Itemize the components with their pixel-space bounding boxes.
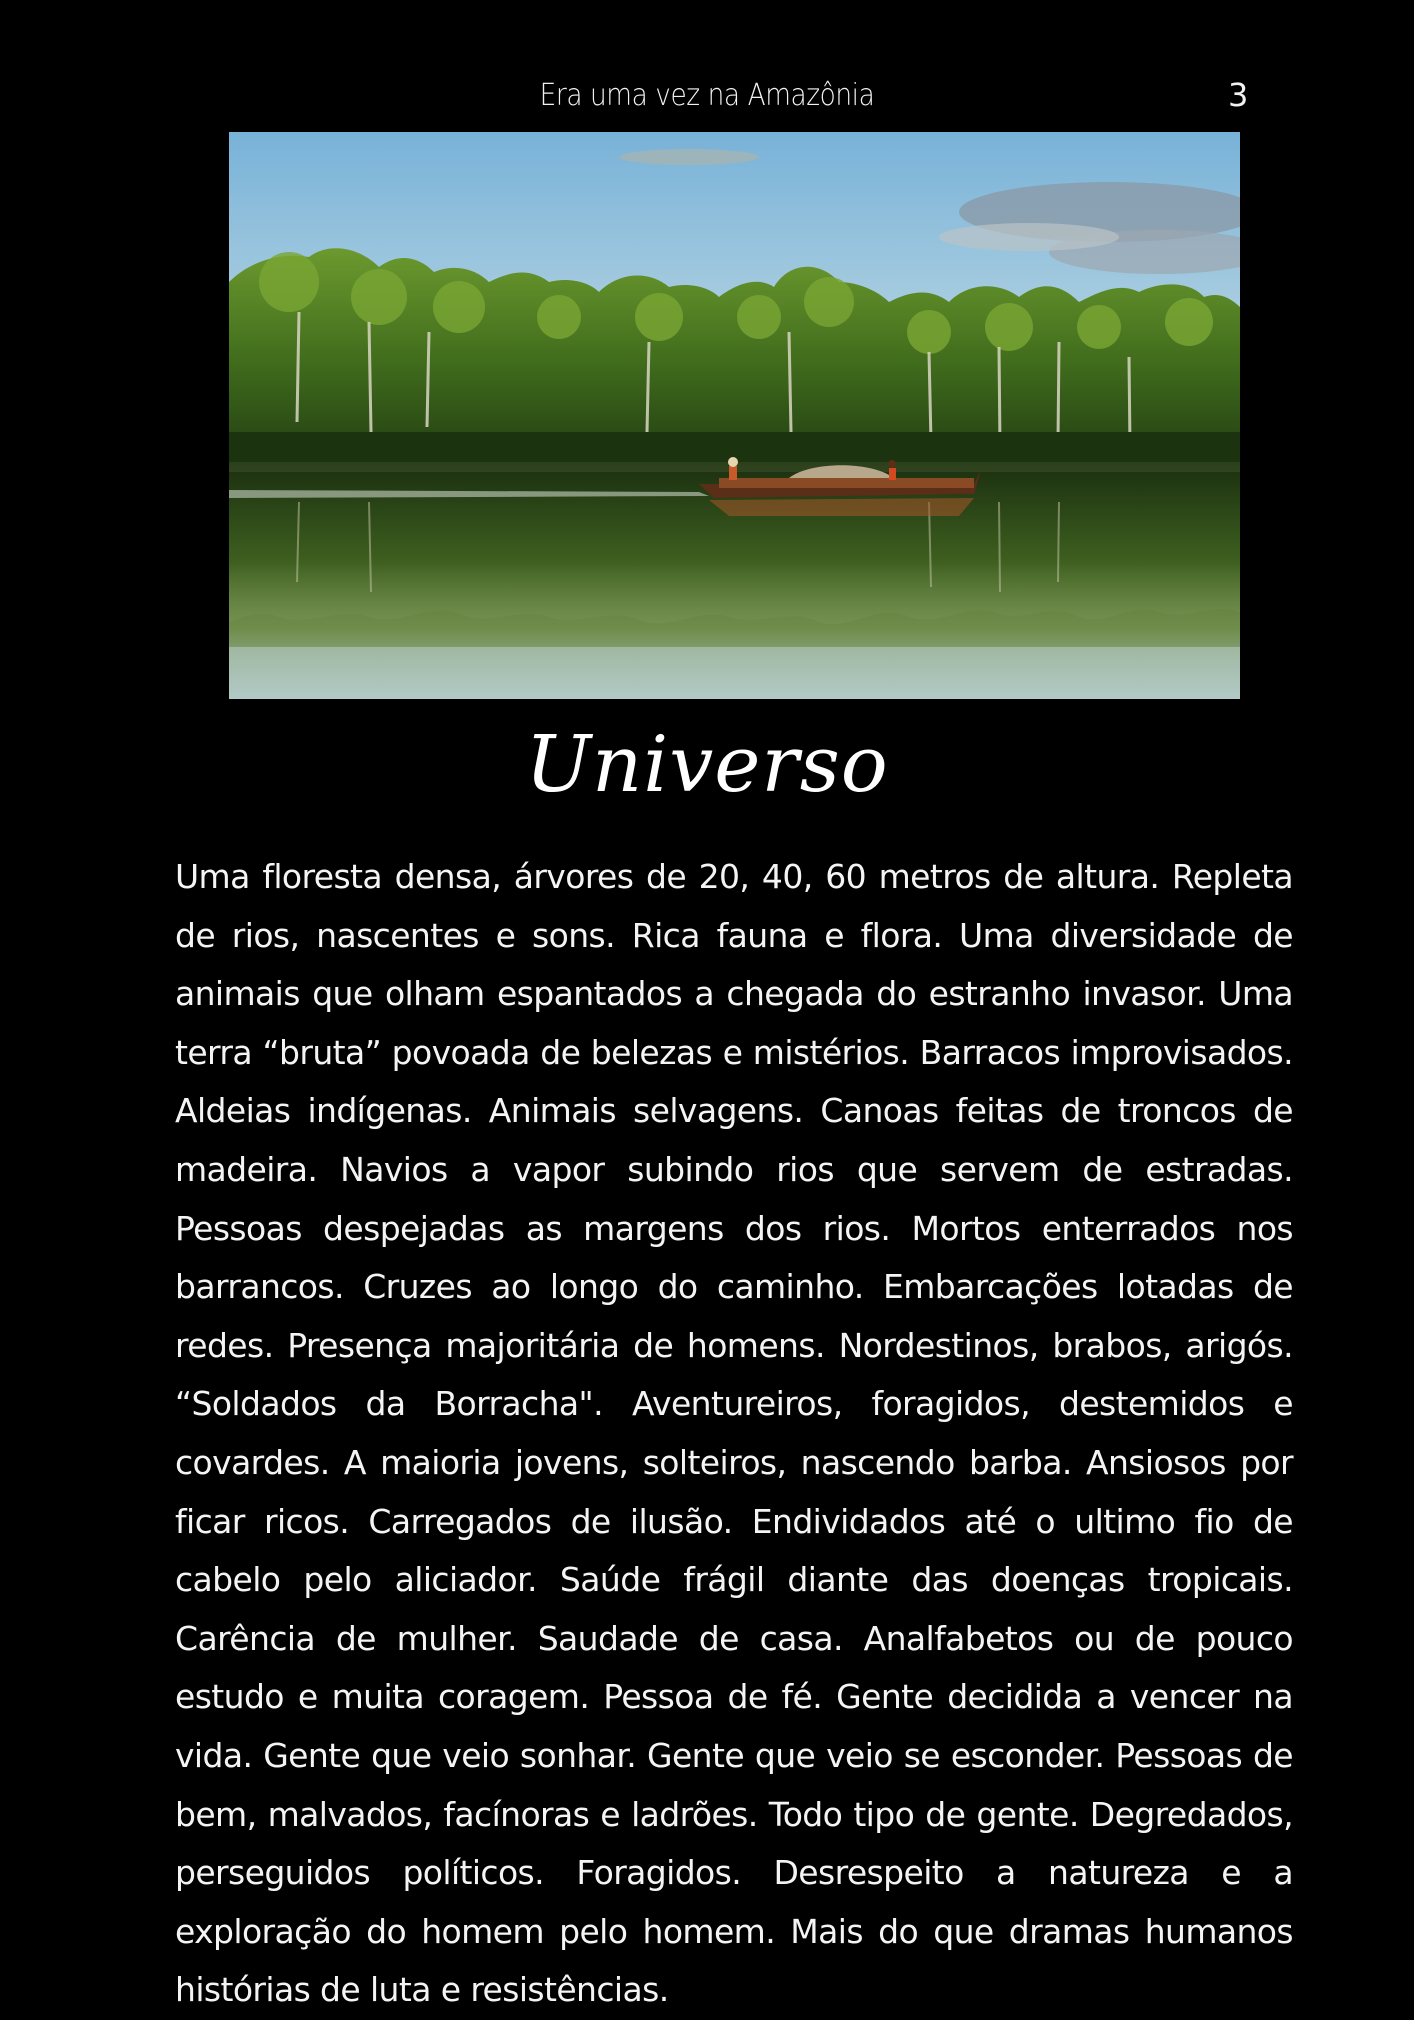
river-forest-photo: [229, 132, 1240, 699]
section-title: Universo: [525, 720, 889, 810]
river-forest-illustration: [229, 132, 1240, 699]
body-paragraph: Uma floresta densa, árvores de 20, 40, 60 metros de altura. Repleta de rios, nascentes e sons. Rica fauna e flora. Uma diversidade de animais que olham espantados a chegada do estranho invasor. Uma terra “bruta” povoada de belezas e mistérios. Barracos improvisados. Aldeias indígenas. Animais selvagens. Canoas feitas de troncos de madeira. Navios a vapor subindo rios que servem de estradas. Pessoas despejadas as margens dos rios. Mortos enterrados nos barrancos. Cruzes ao longo do caminho. Embarcações lotadas de redes. Presença majoritária de homens. Nordestinos, brabos, arigós. “Soldados da Borracha". Aventureiros, foragidos, destemidos e covardes. A maioria jovens, solteiros, nascendo barba. Ansiosos por ficar ricos. Carregados de ilusão. Endividados até o ultimo fio de cabelo pelo aliciador. Saúde frágil diante das doenças tropicais. Carência de mulher. Saudade de casa. Analfabetos ou de pouco estudo e muita coragem. Pessoa de fé. Gente decidida a vencer na vida. Gente que veio sonhar. Gente que veio se esconder. Pessoas de bem, malvados, facínoras e ladrões. Todo tipo de gente. Degredados, perseguidos políticos. Foragidos. Desrespeito a natureza e a exploração do homem pelo homem. Mais do que dramas humanos histórias de luta e resistências.: [175, 857, 1293, 2010]
page-number: 3: [1228, 76, 1249, 114]
running-header-title: Era uma vez na Amazônia: [539, 78, 875, 113]
